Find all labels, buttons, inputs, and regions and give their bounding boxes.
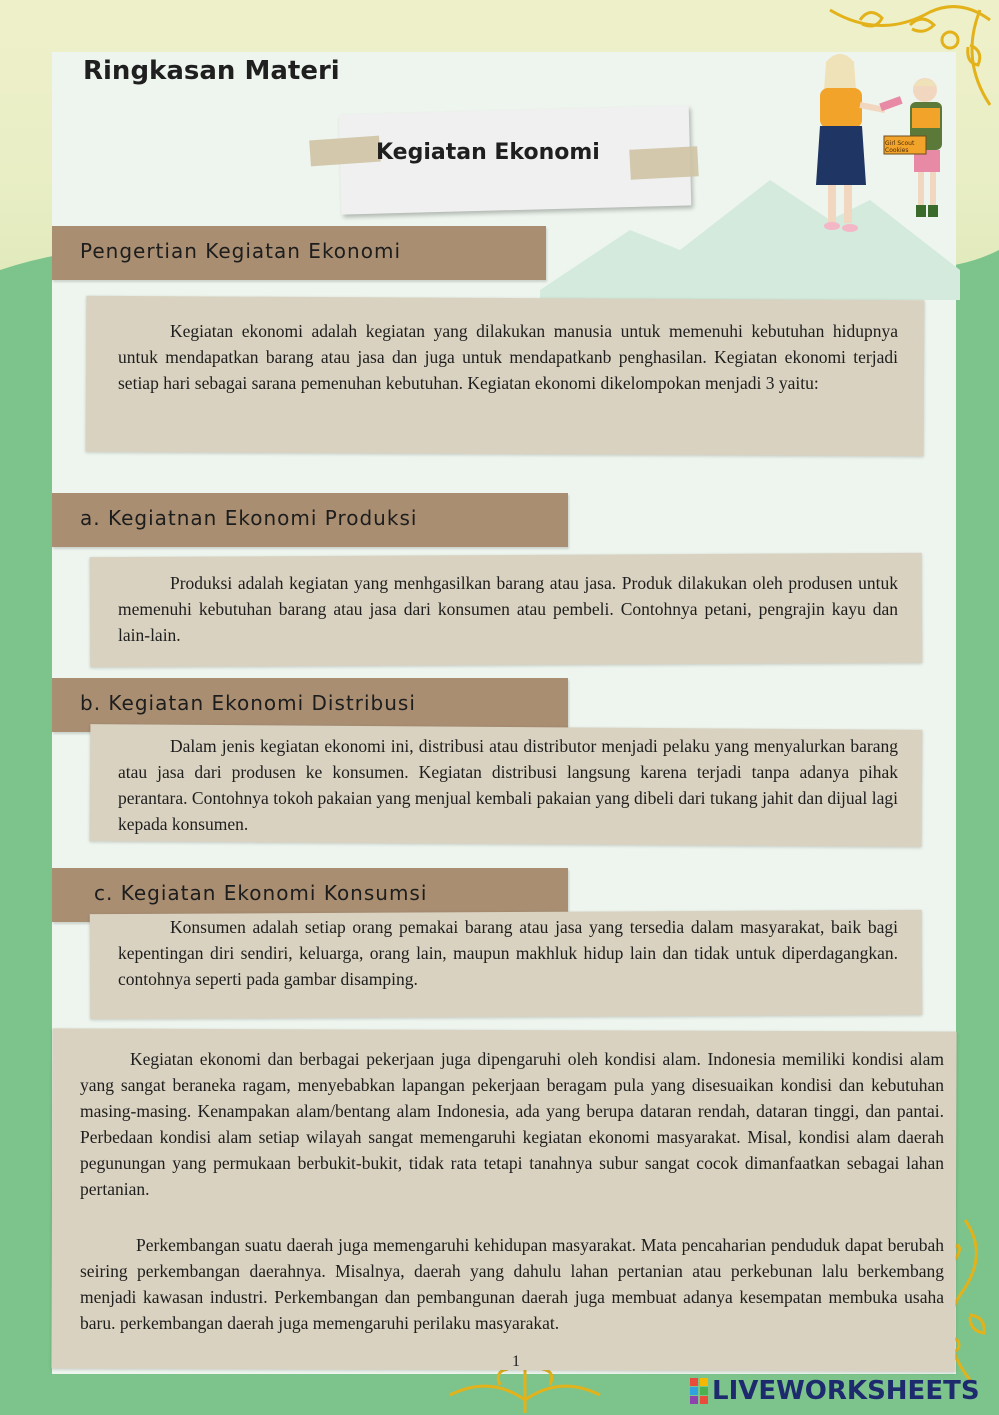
consumer-illustration-icon	[800, 50, 960, 240]
section-text-production: Produksi adalah kegiatan yang menhgasilkan barang atau jasa. Produk dilakukan oleh produsen untuk memenuhi kebutuhan barang atau jasa dari konsumen atau pembeli. Contohnya petani, pengrajin kayu dan lain-lain.	[118, 573, 898, 645]
closing-paragraph-1: Kegiatan ekonomi dan berbagai pekerjaan juga dipengaruhi oleh kondisi alam. Indonesia memiliki kondisi alam yang sangat beraneka ragam, menyebabkan lapangan pekerjaan beragam pula yang disesuaikan kondisi dan kebutuhan masing-masing. Kenampakan alam/bentang alam Indonesia, ada yang berupa dataran rendah, dataran tinggi, dan pantai. Perbedaan kondisi alam setiap wilayah sangat memengaruhi kegiatan ekonomi masyarakat. Misal, kondisi alam daerah pegunungan yang permukaan berbukit-bukit, tidak rata tetapi tanahnya subur sangat cocok dimanfaatkan sebagai lahan pertanian.	[80, 1049, 944, 1199]
tape-left	[309, 136, 381, 167]
section-heading-production: a. Kegiatnan Ekonomi Produksi	[52, 493, 568, 547]
brand-name[interactable]: LIVEWORKSHEETS	[712, 1376, 980, 1406]
section-heading-distribution: b. Kegiatan Ekonomi Distribusi	[52, 678, 568, 732]
page-title: Ringkasan Materi	[83, 56, 340, 86]
closing-paragraph-2: Perkembangan suatu daerah juga memengaruhi kehidupan masyarakat. Mata pencaharian penduduk dapat berubah seiring perkembangan daerahnya. Misalnya, daerah yang dahulu lahan pertanian atau perkebunan lalu berkembang menjadi kawasan industri. Perkembangan dan pembangunan daerah juga membuat adanya kesempatan membuka usaha baru. perkembangan daerah juga memengaruhi perilaku masyarakat.	[80, 1235, 944, 1333]
section-text-distribution: Dalam jenis kegiatan ekonomi ini, distribusi atau distributor menjadi pelaku yang menyalurkan barang atau jasa dari produsen ke konsumen. Kegiatan distribusi langsung karena terjadi tanpa adanya pihak perantara. Contohnya tokoh pakaian yang menjual kembali pakaian yang dibeli dari tukang jahit dan dijual lagi kepada konsumen.	[118, 736, 898, 834]
section-text-consumption: Konsumen adalah setiap orang pemakai barang atau jasa yang tersedia dalam masyarakat, baik bagi kepentingan diri sendiri, keluarga, orang lain, maupun makhluk hidup lain dan tidak untuk diperdagangkan. contohnya seperti pada gambar disamping.	[118, 917, 898, 989]
liveworksheets-logo-icon	[690, 1378, 708, 1404]
section-heading-consumption: c. Kegiatan Ekonomi Konsumsi	[52, 868, 568, 922]
page-subtitle: Kegiatan Ekonomi	[376, 140, 600, 165]
section-text-definition: Kegiatan ekonomi adalah kegiatan yang dilakukan manusia untuk memenuhi kebutuhan hidupnya untuk mendapatkan barang atau jasa dan juga untuk mendapatkanb penghasilan. Kegiatan ekonomi terjadi setiap hari sebagai sarana pemenuhan kebutuhan. Kegiatan ekonomi dikelompokan menjadi 3 yaitu:	[118, 321, 898, 393]
illustration-label: Girl Scout Cookies	[885, 140, 915, 154]
tape-right	[629, 146, 698, 180]
section-heading-definition: Pengertian Kegiatan Ekonomi	[52, 226, 546, 280]
page-number: 1	[512, 1353, 520, 1370]
